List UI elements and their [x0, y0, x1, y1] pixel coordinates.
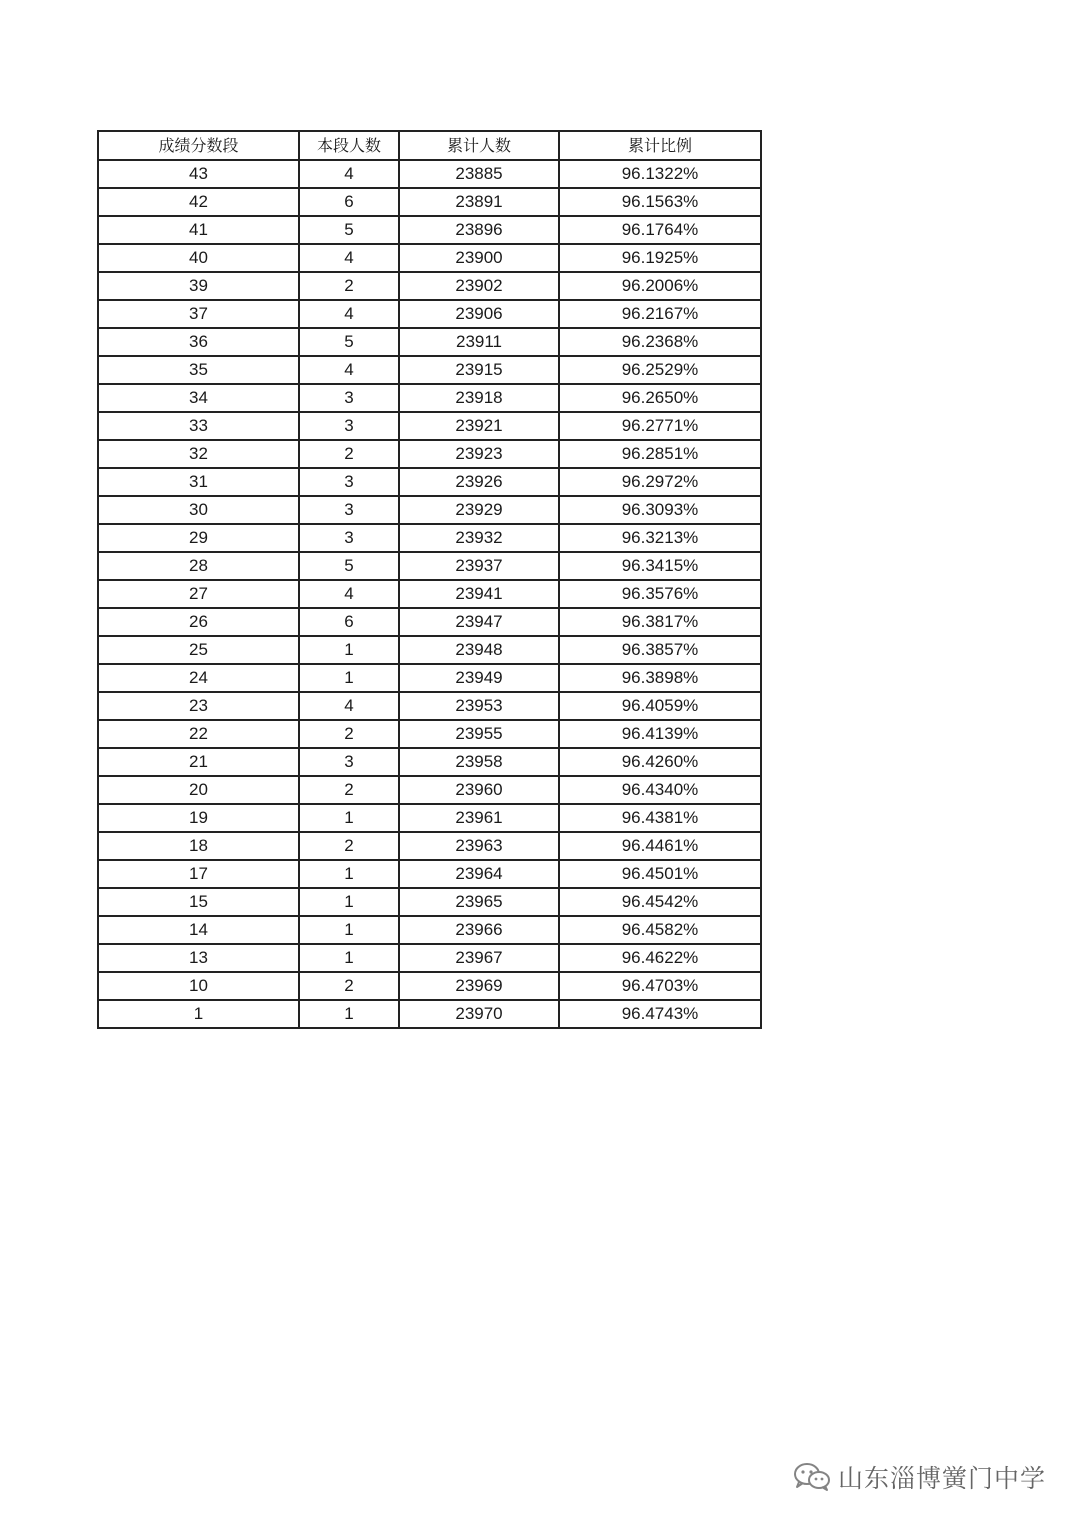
count-cell: 2	[299, 972, 399, 1000]
count-cell: 3	[299, 748, 399, 776]
table-row	[98, 916, 761, 944]
cumulative-ratio-cell: 96.4743%	[559, 1000, 761, 1028]
count-cell: 1	[299, 804, 399, 832]
table-row	[98, 972, 761, 1000]
cumulative-ratio-cell: 96.2368%	[559, 328, 761, 356]
cumulative-ratio-cell: 96.4381%	[559, 804, 761, 832]
table-row	[98, 496, 761, 524]
cumulative-count-cell: 23964	[399, 860, 559, 888]
score-cell: 33	[98, 412, 299, 440]
cumulative-count-cell: 23966	[399, 916, 559, 944]
cumulative-ratio-cell: 96.2771%	[559, 412, 761, 440]
score-cell: 28	[98, 552, 299, 580]
cumulative-count-cell: 23932	[399, 524, 559, 552]
table-body	[98, 160, 761, 1028]
cumulative-count-cell: 23926	[399, 468, 559, 496]
cumulative-count-cell: 23965	[399, 888, 559, 916]
score-cell: 25	[98, 636, 299, 664]
score-cell: 31	[98, 468, 299, 496]
count-cell: 2	[299, 832, 399, 860]
cumulative-ratio-cell: 96.3817%	[559, 608, 761, 636]
cumulative-ratio-cell: 96.3093%	[559, 496, 761, 524]
cumulative-count-cell: 23937	[399, 552, 559, 580]
cumulative-ratio-cell: 96.1563%	[559, 188, 761, 216]
score-cell: 39	[98, 272, 299, 300]
table-row	[98, 608, 761, 636]
count-cell: 3	[299, 384, 399, 412]
table-row	[98, 160, 761, 188]
table-row	[98, 300, 761, 328]
count-cell: 5	[299, 216, 399, 244]
cumulative-ratio-cell: 96.3857%	[559, 636, 761, 664]
table-row	[98, 272, 761, 300]
cumulative-count-cell: 23896	[399, 216, 559, 244]
cumulative-count-cell: 23891	[399, 188, 559, 216]
count-cell: 1	[299, 944, 399, 972]
score-cell: 10	[98, 972, 299, 1000]
table-row	[98, 888, 761, 916]
cumulative-ratio-cell: 96.4139%	[559, 720, 761, 748]
score-cell: 32	[98, 440, 299, 468]
score-cell: 14	[98, 916, 299, 944]
table-row	[98, 720, 761, 748]
score-cell: 37	[98, 300, 299, 328]
count-cell: 3	[299, 524, 399, 552]
cumulative-count-cell: 23921	[399, 412, 559, 440]
table-header-row	[98, 131, 761, 160]
count-cell: 2	[299, 272, 399, 300]
header-count-in-range: 本段人数	[299, 131, 399, 160]
cumulative-count-cell: 23885	[399, 160, 559, 188]
cumulative-count-cell: 23923	[399, 440, 559, 468]
count-cell: 1	[299, 664, 399, 692]
score-cell: 41	[98, 216, 299, 244]
count-cell: 2	[299, 776, 399, 804]
score-cell: 20	[98, 776, 299, 804]
cumulative-count-cell: 23947	[399, 608, 559, 636]
table-row	[98, 216, 761, 244]
table-row	[98, 776, 761, 804]
cumulative-count-cell: 23918	[399, 384, 559, 412]
cumulative-count-cell: 23911	[399, 328, 559, 356]
cumulative-ratio-cell: 96.2006%	[559, 272, 761, 300]
score-cell: 22	[98, 720, 299, 748]
cumulative-ratio-cell: 96.3576%	[559, 580, 761, 608]
score-cell: 18	[98, 832, 299, 860]
table-row	[98, 524, 761, 552]
score-cell: 30	[98, 496, 299, 524]
score-cell: 26	[98, 608, 299, 636]
cumulative-count-cell: 23941	[399, 580, 559, 608]
count-cell: 6	[299, 188, 399, 216]
table-row	[98, 328, 761, 356]
cumulative-ratio-cell: 96.3415%	[559, 552, 761, 580]
header-cumulative-ratio: 累计比例	[559, 131, 761, 160]
table-row	[98, 440, 761, 468]
table-row	[98, 412, 761, 440]
table-row	[98, 804, 761, 832]
table-row	[98, 636, 761, 664]
count-cell: 1	[299, 888, 399, 916]
score-cell: 27	[98, 580, 299, 608]
count-cell: 1	[299, 860, 399, 888]
cumulative-ratio-cell: 96.4461%	[559, 832, 761, 860]
table-row	[98, 580, 761, 608]
cumulative-ratio-cell: 96.4260%	[559, 748, 761, 776]
cumulative-count-cell: 23961	[399, 804, 559, 832]
count-cell: 5	[299, 328, 399, 356]
count-cell: 4	[299, 300, 399, 328]
cumulative-ratio-cell: 96.2529%	[559, 356, 761, 384]
cumulative-count-cell: 23967	[399, 944, 559, 972]
cumulative-count-cell: 23929	[399, 496, 559, 524]
cumulative-ratio-cell: 96.3898%	[559, 664, 761, 692]
count-cell: 2	[299, 440, 399, 468]
count-cell: 6	[299, 608, 399, 636]
score-cell: 1	[98, 1000, 299, 1028]
cumulative-ratio-cell: 96.4059%	[559, 692, 761, 720]
cumulative-ratio-cell: 96.4622%	[559, 944, 761, 972]
count-cell: 4	[299, 160, 399, 188]
table-row	[98, 384, 761, 412]
count-cell: 4	[299, 356, 399, 384]
cumulative-ratio-cell: 96.3213%	[559, 524, 761, 552]
score-cell: 40	[98, 244, 299, 272]
count-cell: 3	[299, 412, 399, 440]
cumulative-ratio-cell: 96.4542%	[559, 888, 761, 916]
cumulative-count-cell: 23963	[399, 832, 559, 860]
table-row	[98, 552, 761, 580]
count-cell: 2	[299, 720, 399, 748]
cumulative-ratio-cell: 96.2972%	[559, 468, 761, 496]
score-cell: 24	[98, 664, 299, 692]
count-cell: 1	[299, 916, 399, 944]
count-cell: 4	[299, 580, 399, 608]
watermark	[792, 1459, 1046, 1495]
cumulative-count-cell: 23969	[399, 972, 559, 1000]
cumulative-ratio-cell: 96.4340%	[559, 776, 761, 804]
cumulative-ratio-cell: 96.4582%	[559, 916, 761, 944]
cumulative-ratio-cell: 96.1322%	[559, 160, 761, 188]
cumulative-count-cell: 23915	[399, 356, 559, 384]
score-cell: 29	[98, 524, 299, 552]
table-row	[98, 664, 761, 692]
cumulative-count-cell: 23948	[399, 636, 559, 664]
score-cell: 17	[98, 860, 299, 888]
cumulative-ratio-cell: 96.2650%	[559, 384, 761, 412]
cumulative-count-cell: 23906	[399, 300, 559, 328]
table-row	[98, 860, 761, 888]
table-row	[98, 832, 761, 860]
cumulative-count-cell: 23949	[399, 664, 559, 692]
cumulative-ratio-cell: 96.2167%	[559, 300, 761, 328]
cumulative-ratio-cell: 96.1764%	[559, 216, 761, 244]
count-cell: 3	[299, 496, 399, 524]
cumulative-ratio-cell: 96.4501%	[559, 860, 761, 888]
count-cell: 4	[299, 692, 399, 720]
score-cell: 13	[98, 944, 299, 972]
table-row	[98, 188, 761, 216]
score-cell: 23	[98, 692, 299, 720]
count-cell: 1	[299, 636, 399, 664]
count-cell: 5	[299, 552, 399, 580]
table-row	[98, 944, 761, 972]
table-row	[98, 692, 761, 720]
cumulative-count-cell: 23958	[399, 748, 559, 776]
table-row	[98, 468, 761, 496]
cumulative-count-cell: 23900	[399, 244, 559, 272]
cumulative-ratio-cell: 96.2851%	[559, 440, 761, 468]
wechat-icon	[792, 1461, 832, 1493]
header-cumulative-count: 累计人数	[399, 131, 559, 160]
watermark-text: 山东淄博黉门中学	[837, 1464, 1046, 1493]
cumulative-ratio-cell: 96.1925%	[559, 244, 761, 272]
cumulative-count-cell: 23960	[399, 776, 559, 804]
table-row	[98, 1000, 761, 1028]
score-distribution-table	[97, 130, 762, 1029]
score-cell: 34	[98, 384, 299, 412]
cumulative-count-cell: 23955	[399, 720, 559, 748]
score-cell: 19	[98, 804, 299, 832]
score-cell: 43	[98, 160, 299, 188]
header-score-range: 成绩分数段	[98, 131, 299, 160]
score-cell: 15	[98, 888, 299, 916]
count-cell: 4	[299, 244, 399, 272]
cumulative-ratio-cell: 96.4703%	[559, 972, 761, 1000]
table-row	[98, 244, 761, 272]
score-cell: 35	[98, 356, 299, 384]
score-cell: 21	[98, 748, 299, 776]
score-cell: 36	[98, 328, 299, 356]
cumulative-count-cell: 23953	[399, 692, 559, 720]
count-cell: 1	[299, 1000, 399, 1028]
table-row	[98, 748, 761, 776]
score-cell: 42	[98, 188, 299, 216]
count-cell: 3	[299, 468, 399, 496]
table-row	[98, 356, 761, 384]
cumulative-count-cell: 23970	[399, 1000, 559, 1028]
cumulative-count-cell: 23902	[399, 272, 559, 300]
